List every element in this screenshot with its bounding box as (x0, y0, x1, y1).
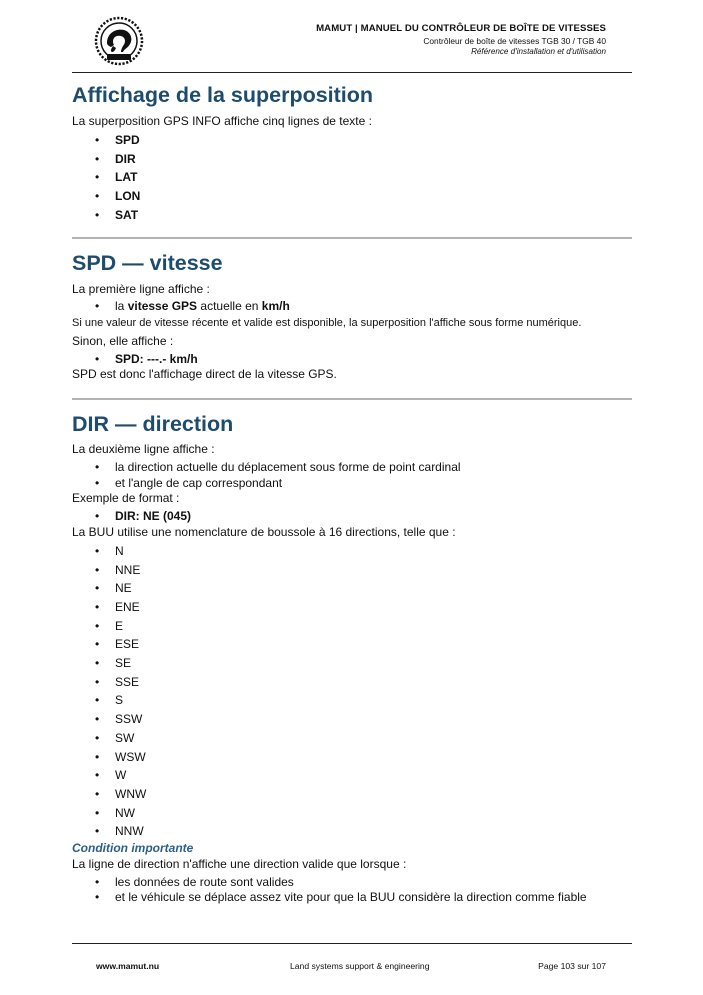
list-item: • S (115, 691, 632, 710)
mamut-logo (94, 16, 144, 66)
paragraph: Sinon, elle affiche : (72, 333, 174, 348)
list-item: • SSE (115, 673, 632, 692)
section-heading-dir: DIR — direction (72, 412, 234, 437)
list-item: • DIR (115, 150, 632, 169)
list-item: • LAT (115, 168, 632, 187)
paragraph: La BUU utilise une nomenclature de boussole à 16 directions, telle que : (72, 524, 456, 539)
list-item: • SE (115, 654, 632, 673)
condition-heading: Condition importante (72, 840, 194, 855)
page-footer (72, 943, 632, 984)
paragraph: La superposition GPS INFO affiche cinq lignes de texte : (72, 114, 372, 128)
section-heading-spd: SPD — vitesse (72, 251, 223, 276)
paragraph: La ligne de direction n'affiche une direction valide que lorsque : (72, 856, 407, 871)
list-item: • ESE (115, 635, 632, 654)
dir-list (72, 460, 632, 491)
list-item: • NE (115, 579, 632, 598)
list-item: • SPD (115, 131, 632, 150)
list-item: • SW (115, 729, 632, 748)
section-divider (72, 398, 632, 400)
footer-website: www.mamut.nu (96, 961, 160, 971)
paragraph: Exemple de format : (72, 491, 180, 506)
page-content (72, 80, 632, 906)
spd-list (72, 299, 632, 315)
overlay-lines-list (72, 131, 632, 224)
spd-fallback-list (72, 352, 632, 368)
header-subtitle-italic: Référence d'installation et d'utilisation (471, 47, 606, 56)
footer-tagline: Land systems support & engineering (290, 961, 430, 971)
paragraph: La deuxième ligne affiche : (72, 442, 215, 457)
list-item: • WNW (115, 785, 632, 804)
list-item: • et le véhicule se déplace assez vite pour que la BUU considère la direction comme fiable (115, 890, 632, 906)
list-item: • LON (115, 187, 632, 206)
list-item: • SSW (115, 710, 632, 729)
list-item: • NW (115, 804, 632, 823)
footer-page-number: Page 103 sur 107 (538, 961, 606, 971)
header-title: MAMUT | MANUEL DU CONTRÔLEUR DE BOÎTE DE VITESSES (316, 23, 606, 34)
list-item: • WSW (115, 748, 632, 767)
list-item: • SAT (115, 206, 632, 225)
header-subtitle: Contrôleur de boîte de vitesses TGB 30 / TGB 40 (423, 36, 606, 46)
list-item: • SPD: ---.- km/h (115, 352, 632, 368)
section-divider (72, 237, 632, 239)
list-item: • NNE (115, 561, 632, 580)
dir-format-list (72, 509, 632, 525)
list-item: • DIR: NE (045) (115, 509, 632, 525)
list-item: • et l'angle de cap correspondant (115, 476, 632, 492)
paragraph: SPD est donc l'affichage direct de la vitesse GPS. (72, 367, 337, 382)
list-item: • N (115, 542, 632, 561)
list-item: • W (115, 766, 632, 785)
list-item: • la direction actuelle du déplacement sous forme de point cardinal (115, 460, 632, 476)
condition-list (72, 875, 632, 906)
list-item: • NNW (115, 822, 632, 841)
list-item: • ENE (115, 598, 632, 617)
list-item: • la vitesse GPS actuelle en km/h (115, 299, 632, 315)
paragraph: La première ligne affiche : (72, 282, 210, 297)
page-header (72, 14, 632, 73)
list-item: • les données de route sont valides (115, 875, 632, 891)
paragraph-note: Si une valeur de vitesse récente et valide est disponible, la superposition l'affiche sous forme numérique. (72, 316, 582, 329)
compass-list (72, 542, 632, 841)
list-item: • E (115, 617, 632, 636)
section-heading-superposition: Affichage de la superposition (72, 83, 374, 107)
